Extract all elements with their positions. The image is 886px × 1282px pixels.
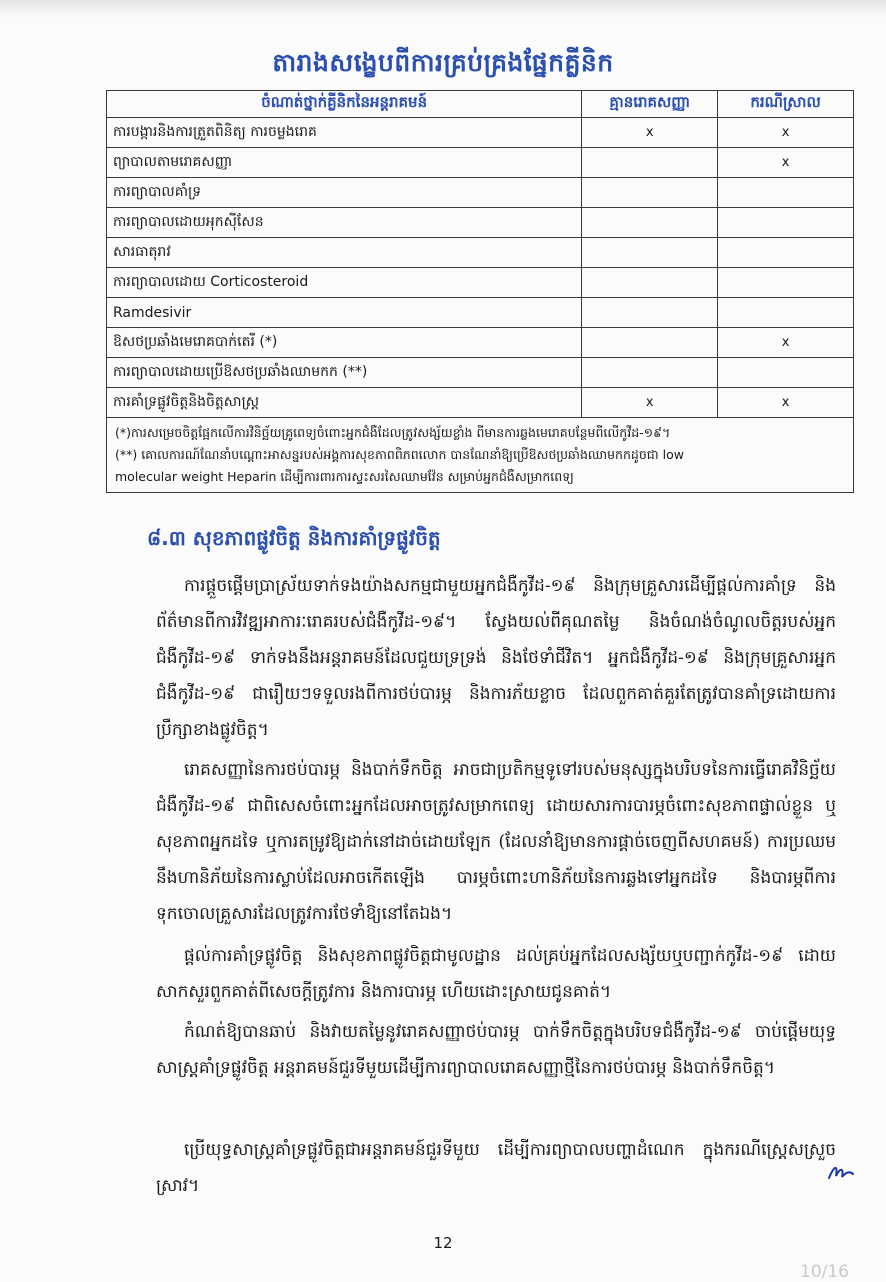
header-mild: ករណីស្រាល — [718, 91, 854, 118]
body-paragraph: ផ្ដល់ការគាំទ្រផ្លូវចិត្ត និងសុខភាពផ្លូវចិត្តជាមូលដ្ឋាន ដល់គ្រប់អ្នកដែលសង្ស័យឬបញ្ជាក់កូវីដ-១៩ ដោយសាកសួរពួកគាត់ពីសេចក្ដីត្រូវការ និងការបារម្ភ ហើយដោះស្រាយជូនគាត់។ — [156, 946, 836, 1002]
table-title: តារាងសង្ខេបពីការគ្រប់គ្រងផ្នែកគ្លីនិក — [272, 48, 614, 77]
row-label: ការព្យាបាលដោយប្រើឱសថប្រឆាំងឈាមកក (**) — [107, 358, 582, 388]
row-label: Ramdesivir — [107, 298, 582, 328]
mild-cell: x — [718, 148, 854, 178]
handwritten-initial-signature — [826, 1158, 856, 1186]
asymptomatic-cell — [582, 208, 718, 238]
row-label: ការគាំទ្រផ្លូវចិត្តនិងចិត្តសាស្ត្រ — [107, 388, 582, 418]
table-row — [107, 118, 854, 148]
section-heading: ៨.៣ សុខភាពផ្លូវចិត្ត និងការគាំទ្រផ្លូវចិត្ត — [147, 526, 441, 550]
header-asymptomatic: គ្មានរោគសញ្ញា — [582, 91, 718, 118]
header-intervention: ចំណាត់ថ្នាក់គ្លីនិកនៃអន្តរាគមន៍ — [107, 91, 582, 118]
mild-cell: x — [718, 118, 854, 148]
asymptomatic-cell — [582, 148, 718, 178]
table-row — [107, 328, 854, 358]
table-row — [107, 388, 854, 418]
table-header-row — [107, 91, 854, 118]
mild-cell — [718, 358, 854, 388]
table-row — [107, 238, 854, 268]
table-note: (**) គោលការណ៍ណែនាំបណ្ដោះអាសន្នរបស់អង្គការសុខភាពពិភពលោក បានណែនាំឱ្យប្រើឱសថប្រឆាំងឈាមកកដូចជា low — [115, 447, 685, 462]
table-note: (*)ការសម្រេចចិត្តផ្អែកលើការវិនិច្ឆ័យគ្រូពេទ្យចំពោះអ្នកជំងឺដែលត្រូវសង្ស័យខ្លាំង ពីមានការឆ្លងមេរោគបន្ថែមពីលើកូវីដ-១៩។ — [115, 425, 671, 440]
row-label: ឱសថប្រឆាំងមេរោគបាក់តេរី (*) — [107, 328, 582, 358]
table-row — [107, 298, 854, 328]
row-label: ការព្យាបាលដោយអុកស៊ីសែន — [107, 208, 582, 238]
table-row — [107, 148, 854, 178]
body-paragraph: ការផ្ដួចផ្ដើមប្រាស្រ័យទាក់ទងយ៉ាងសកម្មជាមួយអ្នកជំងឺកូវីដ-១៩ និងក្រុមគ្រួសារដើម្បីផ្ដល់ការគាំទ្រ និងព័ត៌មានពីការវិវឌ្ឍអាការៈរោគរបស់ជំងឺកូវីដ-១៩។ ស្វែងយល់ពីគុណតម្លៃ និងចំណង់ចំណូលចិត្តរបស់អ្នកជំងឺកូវីដ-១៩ ទាក់ទងនឹងអន្តរាគមន៍ដែលជួយទ្រទ្រង់ និងថែទាំជីវិត។ អ្នកជំងឺកូវីដ-១៩ និងក្រុមគ្រួសារអ្នកជំងឺកូវីដ-១៩ ជារឿយៗទទួលរងពីការថប់បារម្ភ និងការភ័យខ្លាច ដែលពួកគាត់គួរតែត្រូវបានគាំទ្រដោយការប្រឹក្សាខាងផ្លូវចិត្ត។ — [156, 576, 836, 740]
mild-cell — [718, 178, 854, 208]
mild-cell — [718, 298, 854, 328]
asymptomatic-cell: x — [582, 118, 718, 148]
table-row — [107, 208, 854, 238]
table-notes — [107, 418, 854, 493]
table-row — [107, 268, 854, 298]
row-label: សារធាតុរាវ — [107, 238, 582, 268]
asymptomatic-cell — [582, 238, 718, 268]
row-label: ការព្យាបាលដោយ Corticosteroid — [107, 268, 582, 298]
mild-cell — [718, 238, 854, 268]
body-paragraph: ប្រើយុទ្ធសាស្ត្រគាំទ្រផ្លូវចិត្តជាអន្តរាគមន៍ជួរទីមួយ ដើម្បីការព្យាបាលបញ្ហាដំណេក ក្នុងករណីស្ត្រេសស្រួចស្រាវ។ — [156, 1140, 836, 1196]
asymptomatic-cell — [582, 358, 718, 388]
mild-cell: x — [718, 328, 854, 358]
row-label: ព្យាបាលតាមរោគសញ្ញា — [107, 148, 582, 178]
asymptomatic-cell — [582, 328, 718, 358]
body-paragraph: រោគសញ្ញានៃការថប់បារម្ភ និងបាក់ទឹកចិត្ត អាចជាប្រតិកម្មទូទៅរបស់មនុស្សក្នុងបរិបទនៃការធ្វើរោគវិនិច្ឆ័យជំងឺកូវីដ-១៩ ជាពិសេសចំពោះអ្នកដែលអាចត្រូវសម្រាកពេទ្យ ដោយសារការបារម្ភចំពោះសុខភាពផ្ទាល់ខ្លួន ឬសុខភាពអ្នកដទៃ ឬការតម្រូវឱ្យដាក់នៅដាច់ដោយឡែក (ដែលនាំឱ្យមានការផ្ដាច់ចេញពីសហគមន៍) ការប្រឈមនឹងហានិភ័យនៃការស្លាប់ដែលអាចកើតឡើង បារម្ភចំពោះហានិភ័យនៃការឆ្លងទៅអ្នកដទៃ និងបារម្ភពីការទុកចោលគ្រួសារដែលត្រូវការថែទាំឱ្យនៅតែឯង។ — [156, 760, 836, 924]
table-notes-row — [107, 418, 854, 493]
asymptomatic-cell: x — [582, 388, 718, 418]
row-label: ការព្យាបាលគាំទ្រ — [107, 178, 582, 208]
asymptomatic-cell — [582, 178, 718, 208]
scan-shadow — [0, 0, 886, 18]
mild-cell — [718, 268, 854, 298]
page-counter-mark: 10/16 — [800, 1262, 849, 1282]
mild-cell — [718, 208, 854, 238]
page-number: 12 — [433, 1234, 453, 1252]
mild-cell: x — [718, 388, 854, 418]
asymptomatic-cell — [582, 268, 718, 298]
row-label: ការបង្ការនិងការត្រួតពិនិត្យ ការចម្លងរោគ — [107, 118, 582, 148]
table-row — [107, 178, 854, 208]
clinical-management-table — [106, 90, 854, 493]
body-paragraph: កំណត់ឱ្យបានឆាប់ និងវាយតម្លៃនូវរោគសញ្ញាថប់បារម្ភ បាក់ទឹកចិត្តក្នុងបរិបទជំងឺកូវីដ-១៩ ចាប់ផ្ដើមយុទ្ធសាស្ត្រគាំទ្រផ្លូវចិត្ត អន្តរាគមន៍ជួរទីមួយដើម្បីការព្យាបាលរោគសញ្ញាថ្មីនៃការថប់បារម្ភ និងបាក់ទឹកចិត្ត។ — [156, 1022, 836, 1078]
table-row — [107, 358, 854, 388]
table-note: molecular weight Heparin ដើម្បីការពារការស្ទះសរសៃឈាមវ៉ែន សម្រាប់អ្នកជំងឺសម្រាកពេទ្យ — [115, 469, 574, 484]
asymptomatic-cell — [582, 298, 718, 328]
